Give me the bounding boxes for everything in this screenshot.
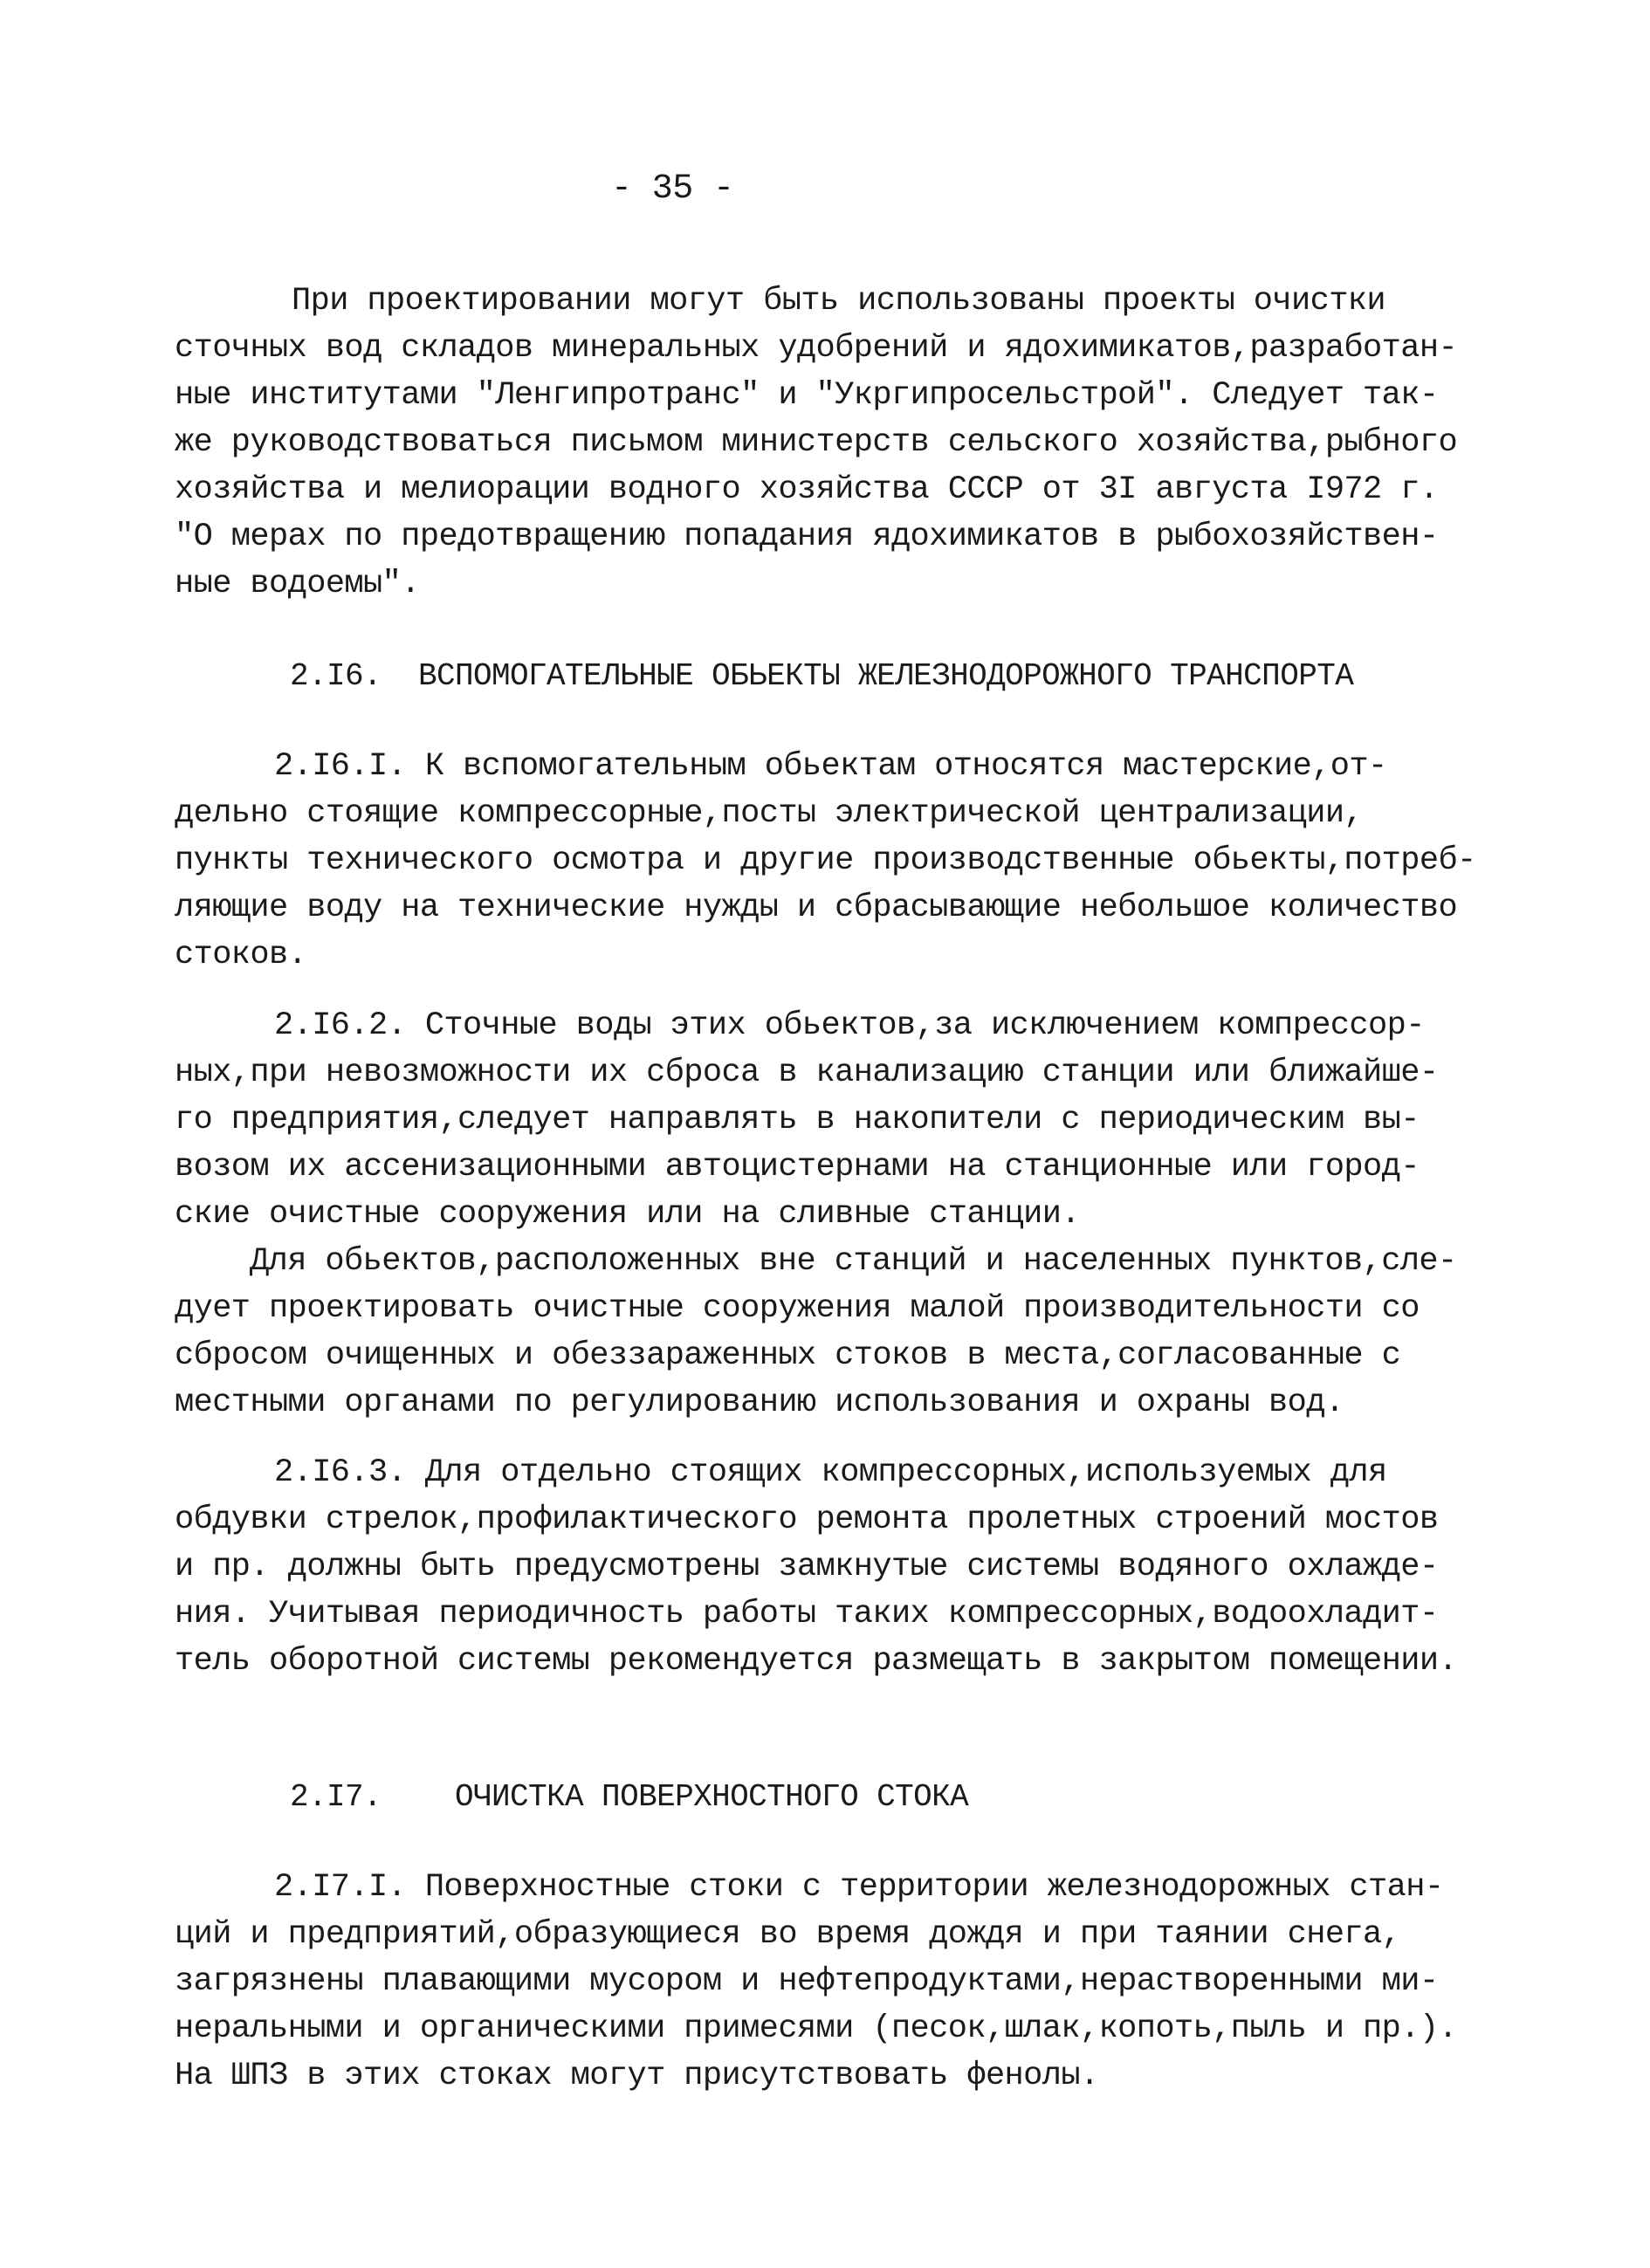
text-line: ные институтами "Ленгипротранс" и "Укргипросельстрой". Следует так- — [175, 377, 1439, 414]
text-line: дует проектировать очистные сооружения малой производительности со — [175, 1290, 1420, 1327]
paragraph-2-17-1 — [175, 1864, 1502, 2100]
text-line: тель оборотной системы рекомендуется размещать в закрытом помещении. — [175, 1643, 1458, 1680]
section-heading-2-17: 2.I7. ОЧИСТКА ПОВЕРХНОСТНОГО СТОКА — [290, 1779, 969, 1815]
text-line: "О мерах по предотвращению попадания ядохимикатов в рыбохозяйствен- — [175, 519, 1439, 555]
text-line: местными органами по регулированию использования и охраны вод. — [175, 1385, 1344, 1421]
text-line: возом их ассенизационными автоцистернами на станционные или город- — [175, 1149, 1420, 1186]
text-line: 2.I6.2. Сточные воды этих обьектов,за исключением компрессор- — [274, 1007, 1425, 1044]
paragraph-intro — [175, 278, 1502, 608]
text-line: го предприятия,следует направлять в накопители с периодическим вы- — [175, 1102, 1420, 1138]
text-line: загрязнены плавающими мусором и нефтепродуктами,нерастворенными ми- — [175, 1963, 1439, 2000]
text-line: На ШПЗ в этих стоках могут присутствовать фенолы. — [175, 2058, 1099, 2094]
text-line: и пр. должны быть предусмотрены замкнутые системы водяного охлажде- — [175, 1549, 1439, 1585]
text-line: Для обьектов,расположенных вне станций и населенных пунктов,сле- — [250, 1243, 1457, 1280]
text-line: хозяйства и мелиорации водного хозяйства СССР от 3I августа I972 г. — [175, 471, 1439, 508]
text-line: сбросом очищенных и обеззараженных стоков в места,согласованные с — [175, 1337, 1401, 1374]
text-line: стоков. — [175, 937, 307, 973]
text-line: ния. Учитывая периодичность работы таких компрессорных,водоохладит- — [175, 1596, 1439, 1632]
text-line: дельно стоящие компрессорные,посты электрической централизации, — [175, 795, 1364, 832]
text-line: ных,при невозможности их сброса в канализацию станции или ближайше- — [175, 1055, 1439, 1091]
text-line: пункты технического осмотра и другие производственные обьекты,потреб- — [175, 842, 1476, 879]
page-number: - 35 - — [611, 169, 734, 209]
text-line: При проектировании могут быть использованы проекты очистки — [292, 283, 1386, 320]
text-line: 2.I7.I. Поверхностные стоки с территории железнодорожных стан- — [274, 1869, 1444, 1906]
text-line: 2.I6.3. Для отдельно стоящих компрессорных,используемых для — [274, 1454, 1387, 1491]
text-line: ные водоемы". — [175, 566, 420, 602]
text-line: ций и предприятий,образующиеся во время дождя и при таянии снега, — [175, 1916, 1401, 1953]
text-line: ляющие воду на технические нужды и сбрасывающие небольшое количество — [175, 890, 1458, 926]
text-line: неральными и органическими примесями (песок,шлак,копоть,пыль и пр.). — [175, 2010, 1458, 2047]
section-heading-2-16: 2.I6. ВСПОМОГАТЕЛЬНЫЕ ОБЬЕКТЫ ЖЕЛЕЗНОДОРОЖНОГО ТРАНСПОРТА — [290, 658, 1354, 694]
text-line: 2.I6.I. К вспомогательным обьектам относятся мастерские,от- — [274, 748, 1387, 785]
paragraph-2-16-3 — [175, 1449, 1502, 1685]
text-line: же руководствоваться письмом министерств сельского хозяйства,рыбного — [175, 424, 1458, 461]
text-line: сточных вод складов минеральных удобрений и ядохимикатов,разработан- — [175, 330, 1458, 367]
paragraph-2-16-2 — [175, 1002, 1502, 1238]
text-line: ские очистные сооружения или на сливные станции. — [175, 1196, 1080, 1233]
paragraph-2-16-1 — [175, 743, 1502, 979]
text-line: обдувки стрелок,профилактического ремонта пролетных строений мостов — [175, 1502, 1439, 1538]
paragraph-2-16-2-continued — [175, 1238, 1502, 1426]
